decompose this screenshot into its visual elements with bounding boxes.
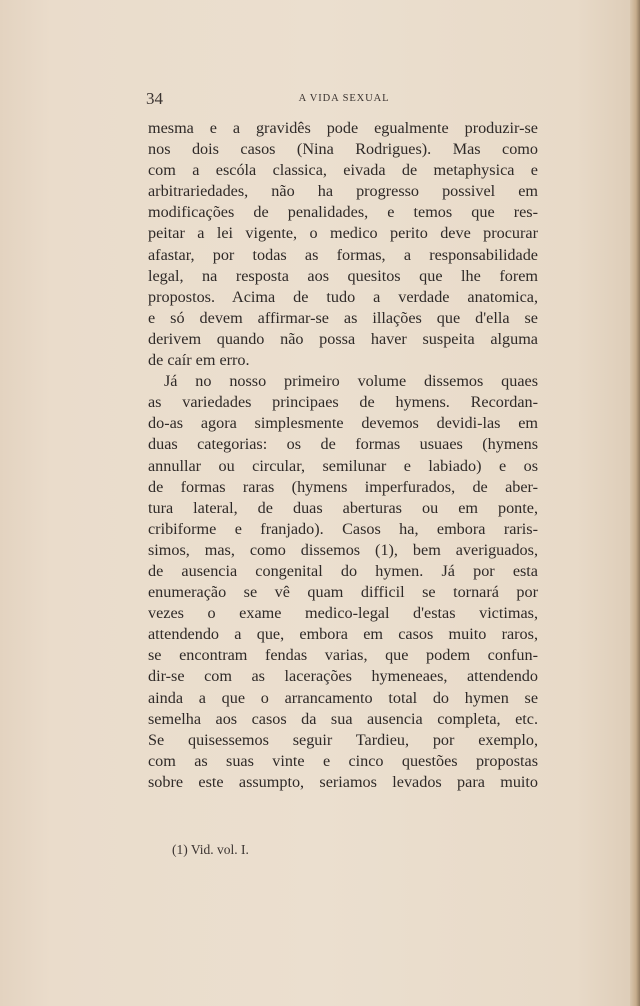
text-line: ainda a que o arrancamento total do hymen se [148, 688, 538, 707]
text-line: legal, na resposta aos quesitos que lhe forem [148, 266, 538, 285]
text-line: mesma e a gravidês pode egualmente produzir-se [148, 119, 538, 137]
text-line: do-as agora simplesmente devemos devidi-las em [148, 414, 538, 433]
footnote: (1) Vid. vol. I. [172, 842, 249, 857]
text-line: as variedades principaes de hymens. Recordan- [148, 393, 538, 412]
text-line: cribiforme e franjado). Casos ha, embora raris- [148, 519, 538, 538]
text-line: com a escóla classica, eivada de metaphysica e [148, 161, 538, 180]
text-line: peitar a lei vigente, o medico perito deve procurar [148, 224, 538, 243]
text-line: enumeração se vê quam difficil se tornará por [148, 583, 538, 602]
text-line: simos, mas, como dissemos (1), bem averiguados, [148, 540, 538, 559]
text-line: vezes o exame medico-legal d'estas victimas, [148, 604, 538, 623]
text-line: derivem quando não possa haver suspeita alguma [148, 329, 538, 348]
text-line-paragraph-end: de caír em erro. [148, 351, 250, 370]
text-line: nos dois casos (Nina Rodrigues). Mas como [148, 140, 538, 159]
text-line: modificações de penalidades, e temos que res- [148, 203, 538, 222]
text-line: com as suas vinte e cinco questões propostas [148, 751, 538, 770]
page-number: 34 [146, 89, 163, 108]
text-line: attendendo a que, embora em casos muito raros, [148, 625, 538, 644]
text-line: duas categorias: os de formas usuaes (hymens [148, 435, 538, 454]
text-line: dir-se com as lacerações hymeneaes, attendendo [148, 667, 538, 686]
text-line: de ausencia congenital do hymen. Já por esta [148, 561, 538, 580]
text-line: de formas raras (hymens imperfurados, de aber- [148, 477, 538, 496]
text-line: sobre este assumpto, seriamos levados para muito [148, 772, 538, 791]
text-line: arbitrariedades, não ha progresso possivel em [148, 182, 538, 201]
body-text [148, 118, 538, 793]
running-title: A VIDA SEXUAL [298, 93, 390, 104]
text-line: se encontram fendas varias, que podem confun- [148, 646, 538, 665]
text-line: annullar ou circular, semilunar e labiado) e os [148, 456, 538, 475]
running-head [146, 89, 542, 109]
page-edge [630, 0, 640, 1006]
text-line: afastar, por todas as formas, a responsabilidade [148, 245, 538, 264]
text-line: semelha aos casos da sua ausencia completa, etc. [148, 709, 538, 728]
text-line: e só devem affirmar-se as illações que d'ella se [148, 308, 538, 327]
text-line: tura lateral, de duas aberturas ou em ponte, [148, 498, 538, 517]
text-line-paragraph-start: Já no nosso primeiro volume dissemos quaes [164, 372, 538, 391]
text-line: propostos. Acima de tudo a verdade anatomica, [148, 287, 538, 306]
text-line: Se quisessemos seguir Tardieu, por exemplo, [148, 730, 538, 749]
